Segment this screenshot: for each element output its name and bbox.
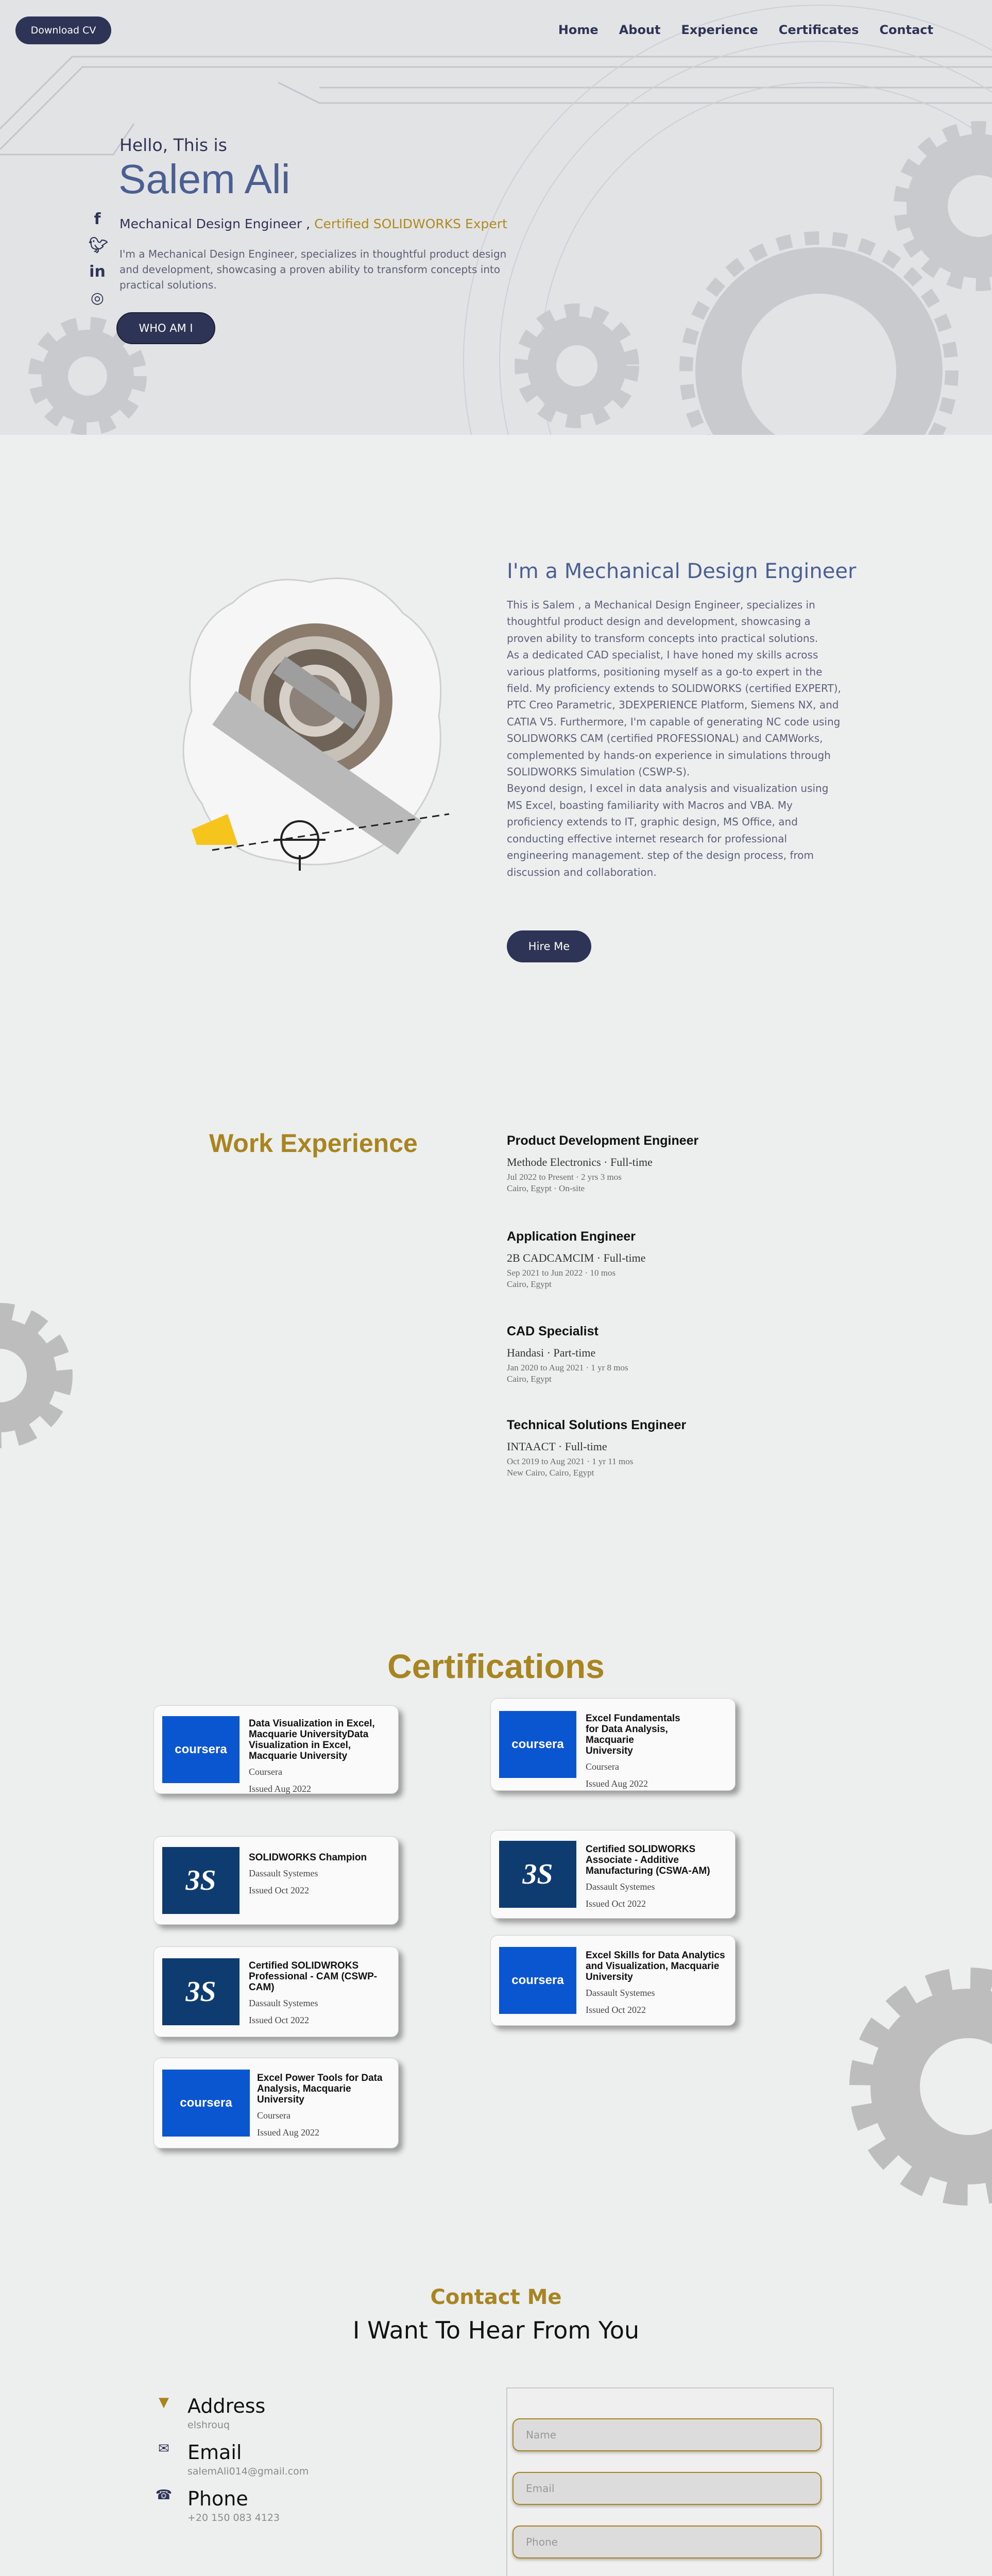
linkedin-icon[interactable]: in <box>89 263 106 281</box>
certifications-title: Certifications <box>387 1647 605 1685</box>
hero-description: I'm a Mechanical Design Engineer, specializes in thoughtful product design and development, showcasing a proven ability to transform concepts into practical solutions. <box>119 248 507 291</box>
about-paragraph: This is Salem , a Mechanical Design Engineer, specializes in thoughtful product design and development, showcasing a proven ability to transform concepts into practical solutions. <box>507 599 818 645</box>
address-label: Address <box>187 2395 266 2417</box>
certificate-name: Excel Skills for Data Analytics and Visualization, Macquarie University <box>586 1950 725 1982</box>
certificate-info <box>249 1852 391 1896</box>
job-company: Methode Electronics · Full-time <box>507 1156 653 1168</box>
job-dates: Sep 2021 to Jun 2022 · 10 mos <box>507 1268 616 1278</box>
phone-field[interactable]: Phone <box>512 2526 822 2558</box>
nav-experience[interactable]: Experience <box>681 23 758 37</box>
job-dates: Jul 2022 to Present · 2 yrs 3 mos <box>507 1172 622 1182</box>
nav-home[interactable]: Home <box>558 23 598 37</box>
hero-name: Salem Ali <box>118 156 290 202</box>
certificate-org: Dassault Systemes <box>586 1988 655 1998</box>
job-title: Product Development Engineer <box>507 1133 699 1148</box>
certificate-info <box>586 1950 728 2015</box>
job-company: Handasi · Part-time <box>507 1346 596 1359</box>
certificate-org: Dassault Systemes <box>249 1868 318 1878</box>
phone-label: Phone <box>187 2487 248 2510</box>
certificate-issued: Issued Aug 2022 <box>586 1778 648 1789</box>
hero-greeting: Hello, This is <box>119 135 227 155</box>
certificate-card[interactable] <box>490 1830 736 1919</box>
job-item <box>507 1324 816 1384</box>
certificate-issued: Issued Oct 2022 <box>249 2015 309 2025</box>
job-dates: Jan 2020 to Aug 2021 · 1 yr 8 mos <box>507 1363 628 1372</box>
certificate-issued: Issued Aug 2022 <box>257 2127 319 2138</box>
job-item <box>507 1133 816 1194</box>
about-text <box>507 597 842 880</box>
certificate-name: Data Visualization in Excel, Macquarie UniversityData Visualization in Excel, Macquarie University <box>249 1718 375 1761</box>
certificate-issued: Issued Oct 2022 <box>586 1899 646 1909</box>
certificate-card[interactable] <box>490 1698 736 1791</box>
nav-certificates[interactable]: Certificates <box>778 23 859 37</box>
dassault-logo-icon: 3S <box>162 1958 240 2025</box>
certificate-card[interactable] <box>153 2058 399 2148</box>
about-paragraph: Beyond design, I excel in data analysis and visualization using MS Excel, boasting familiarity with Macros and VBA. My proficiency extends to IT, graphic design, MS Office, and conducting effective internet research for professional engineering management. step of the design process, from discussion and collaboration. <box>507 782 829 878</box>
certificate-name: Certified SOLIDWROKS Professional - CAM (CSWP-CAM) <box>249 1960 378 1993</box>
contact-title: I Want To Hear From You <box>352 2316 640 2344</box>
envelope-icon: ✉ <box>158 2441 169 2456</box>
map-pin-icon: ▼ <box>159 2395 169 2410</box>
certificate-info <box>586 1844 728 1909</box>
coursera-logo-icon: coursera <box>499 1711 576 1778</box>
certificate-name: Excel Fundamentals for Data Analysis, Macquarie University <box>586 1713 680 1756</box>
hero-role-highlight: Certified SOLIDWORKS Expert <box>314 216 507 231</box>
certificate-name: Excel Power Tools for Data Analysis, Macquarie University <box>257 2073 383 2105</box>
certificate-issued: Issued Oct 2022 <box>586 2005 646 2015</box>
certificate-card[interactable] <box>153 1705 399 1794</box>
certificate-info <box>257 2073 391 2138</box>
address-value: elshrouq <box>187 2419 230 2431</box>
email-value[interactable]: salemAli014@gmail.com <box>187 2466 309 2477</box>
coursera-logo-icon: coursera <box>162 1716 240 1783</box>
job-title: CAD Specialist <box>507 1324 598 1338</box>
certificate-info <box>249 1960 391 2026</box>
email-field[interactable]: Email <box>512 2472 822 2505</box>
certificate-card[interactable] <box>490 1935 736 2026</box>
about-paragraph: As a dedicated CAD specialist, I have honed my skills across various platforms, positioning myself as a go-to expert in the field. My proficiency extends to SOLIDWORKS (certified EXPERT), PTC Creo Parametric, 3DEXPERIENCE Platform, Siemens NX, and CATIA V5. Furthermore, I'm capable of generating NC code using SOLIDWORKS CAM (certified PROFESSIONAL) and CAMWorks, complemented by hands-on experience in simulations through SOLIDWORKS Simulation (CSWP-S). <box>507 649 841 778</box>
nav-about[interactable]: About <box>619 23 661 37</box>
dassault-logo-icon: 3S <box>162 1847 240 1914</box>
download-cv-button[interactable]: Download CV <box>15 16 111 44</box>
certificate-org: Dassault Systemes <box>249 1998 318 2008</box>
gear-decoration-icon <box>824 1958 992 2226</box>
who-am-i-button[interactable]: WHO AM I <box>116 312 215 344</box>
experience-title: Work Experience <box>209 1129 418 1158</box>
job-item <box>507 1418 816 1478</box>
certificate-info <box>249 1718 391 1794</box>
contact-form <box>506 2387 834 2576</box>
coursera-logo-icon: coursera <box>162 2070 250 2137</box>
hero-social-links <box>89 210 109 307</box>
gear-decoration-icon <box>0 1288 113 1463</box>
github-icon[interactable]: ◎ <box>90 289 105 307</box>
certificate-info <box>586 1713 728 1789</box>
job-company: 2B CADCAMCIM · Full-time <box>507 1251 646 1264</box>
certificate-org: Coursera <box>586 1761 619 1772</box>
job-location: New Cairo, Cairo, Egypt <box>507 1468 594 1478</box>
email-label: Email <box>187 2441 242 2464</box>
phone-value[interactable]: +20 150 083 4123 <box>187 2512 280 2523</box>
hero-role <box>119 216 507 231</box>
certificate-issued: Issued Oct 2022 <box>249 1885 309 1895</box>
dassault-logo-icon: 3S <box>499 1841 576 1908</box>
job-title: Technical Solutions Engineer <box>507 1418 687 1432</box>
certificate-card[interactable] <box>153 1836 399 1925</box>
job-dates: Oct 2019 to Aug 2021 · 1 yr 11 mos <box>507 1456 634 1466</box>
twitter-icon[interactable]: 🐦︎ <box>89 236 109 255</box>
about-title: I'm a Mechanical Design Engineer <box>507 560 857 583</box>
site-header <box>0 0 992 62</box>
certificate-org: Coursera <box>257 2110 290 2121</box>
job-title: Application Engineer <box>507 1229 636 1244</box>
certificate-issued: Issued Aug 2022 <box>249 1784 311 1794</box>
certificate-name: SOLIDWORKS Champion <box>249 1852 367 1863</box>
job-company: INTAACT · Full-time <box>507 1440 607 1453</box>
job-location: Cairo, Egypt <box>507 1279 552 1289</box>
certificate-org: Dassault Systemes <box>586 1882 655 1892</box>
main-nav <box>558 23 933 37</box>
name-field[interactable]: Name <box>512 2418 822 2451</box>
contact-subtitle: Contact Me <box>430 2285 562 2309</box>
certificate-name: Certified SOLIDWORKS Associate - Additive Manufacturing (CSWA-AM) <box>586 1844 710 1876</box>
job-location: Cairo, Egypt · On-site <box>507 1183 585 1193</box>
certificate-card[interactable] <box>153 1946 399 2037</box>
bearing-caliper-image <box>161 567 480 876</box>
hire-me-button[interactable]: Hire Me <box>507 930 591 962</box>
nav-contact[interactable]: Contact <box>879 23 933 37</box>
facebook-icon[interactable]: f <box>94 210 101 228</box>
coursera-logo-icon: coursera <box>499 1947 576 2014</box>
job-item <box>507 1229 816 1290</box>
hero-role-text: Mechanical Design Engineer , <box>119 216 311 231</box>
certificate-org: Coursera <box>249 1767 282 1777</box>
job-location: Cairo, Egypt <box>507 1374 552 1384</box>
phone-icon: ☎ <box>155 2487 173 2503</box>
